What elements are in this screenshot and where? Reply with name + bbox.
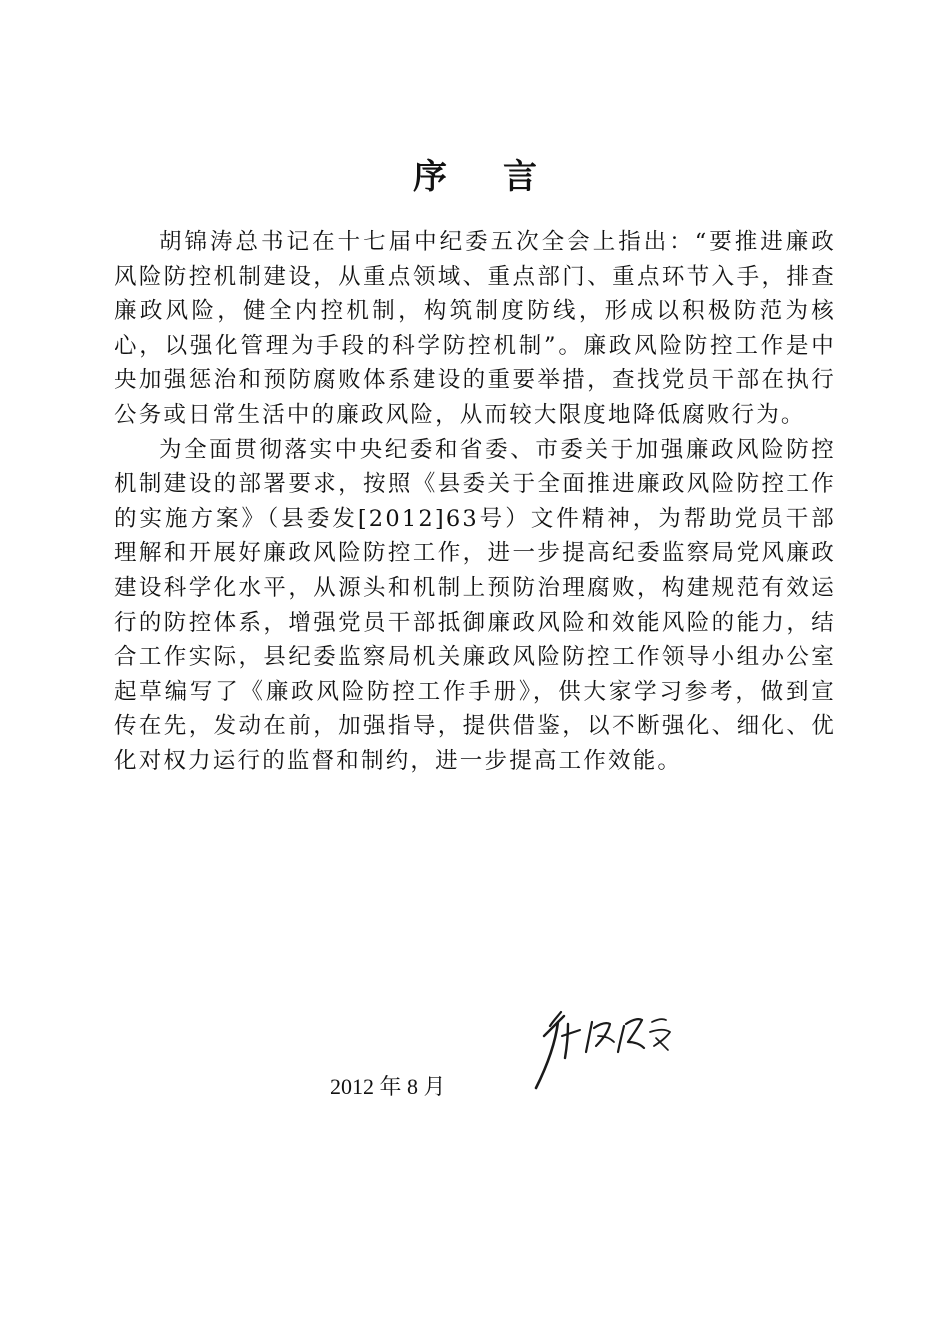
body-text xyxy=(114,225,836,779)
paragraph-1: 胡锦涛总书记在十七届中纪委五次全会上指出：“要推进廉政风险防控机制建设，从重点领域、重点部门、重点环节入手，排查廉政风险，健全内控机制，构筑制度防线，形成以积极防范为核心，以强化管理为手段的科学防控机制”。廉政风险防控工作是中央加强惩治和预防腐败体系建设的重要举措，查找党员干部在执行公务或日常生活中的廉政风险，从而较大限度地降低腐败行为。 xyxy=(114,229,836,428)
handwritten-signature-icon xyxy=(528,1002,678,1098)
page-title: 序言 xyxy=(413,157,593,197)
paragraph-2: 为全面贯彻落实中央纪委和省委、市委关于加强廉政风险防控机制建设的部署要求，按照《县委关于全面推进廉政风险防控工作的实施方案》（县委发[2012]63号）文件精神，为帮助党员干部理解和开展好廉政风险防控工作，进一步提高纪委监察局党风廉政建设科学化水平，从源头和机制上预防治理腐败，构建规范有效运行的防控体系，增强党员干部抵御廉政风险和效能风险的能力，结合工作实际，县纪委监察局机关廉政风险防控工作领导小组办公室起草编写了《廉政风险防控工作手册》，供大家学习参考，做到宣传在先，发动在前，加强指导，提供借鉴，以不断强化、细化、优化对权力运行的监督和制约，进一步提高工作效能。 xyxy=(114,436,836,774)
document-date: 2012 年 8 月 xyxy=(330,1074,446,1099)
